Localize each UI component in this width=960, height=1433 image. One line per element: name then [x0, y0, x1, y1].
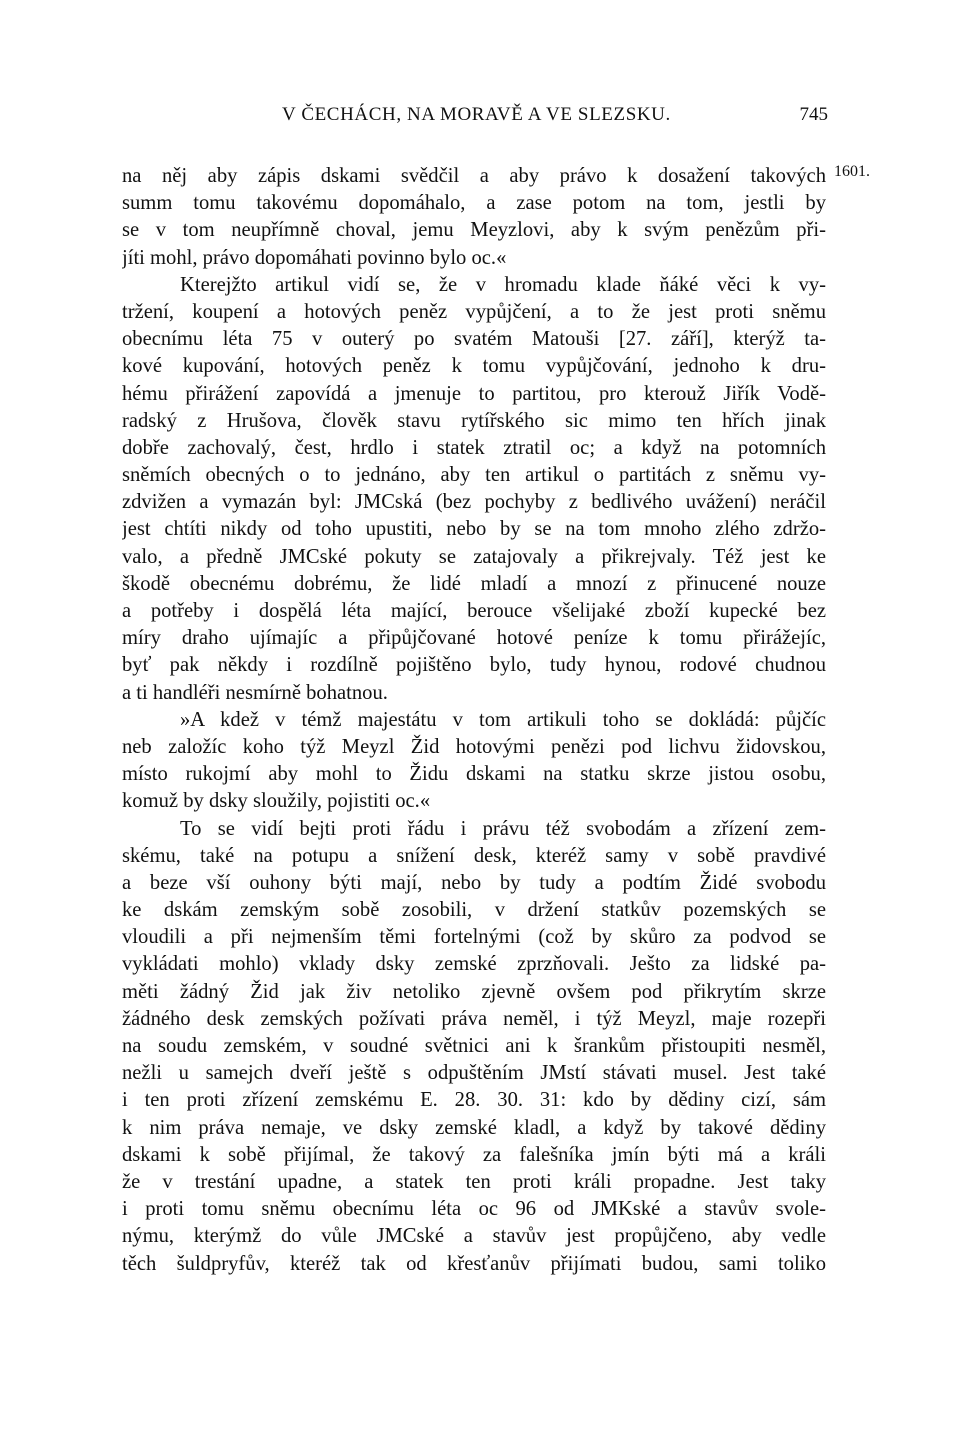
running-head: V ČECHÁCH, NA MORAVĚ A VE SLEZSKU.: [282, 104, 671, 125]
text-line: jest chtíti nikdy od toho upustiti, nebo by se na tom mnoho zlého zdržo-: [122, 518, 826, 541]
text-line: zdvižen a vymazán byl: JMCská (bez pochyby z bedlivého uvážení) neráčil: [122, 491, 826, 514]
text-line: To se vidí bejti proti řádu i právu též svobodám a zřízení zem-: [180, 817, 826, 840]
page-header: [122, 104, 826, 134]
text-line: i ten proti zřízení zemskému E. 28. 30. 31: kdo by dědiny cizí, sám: [122, 1089, 826, 1112]
text-line: měti žádný Žid jak živ netoliko zjevně ovšem pod přikrytím skrze: [122, 980, 826, 1003]
text-line: ke dskám zemským sobě zosobili, v držení statkův pozemských se: [122, 899, 826, 922]
text-line: sněmích obecných o to jednáno, aby ten artikul o partitách z sněmu vy-: [122, 464, 826, 487]
text-line: obecnímu léta 75 v outerý po svatém Matouši [27. září], kterýž ta-: [122, 328, 826, 351]
margin-year-note: 1601.: [834, 163, 870, 180]
text-line: že v trestání upadne, a statek ten proti králi propadne. Jest taky: [122, 1170, 826, 1193]
text-line: byť pak někdy i rozdílně pojištěno bylo, tudy hynou, rodové chudnou: [122, 654, 826, 677]
text-line: k nim práva nemaje, ve dsky zemské kladl, a když by takové dědiny: [122, 1116, 826, 1139]
text-line: hému přirážení zapovídá a jmenuje to partitou, pro kterouž Jiřík Vodě-: [122, 382, 826, 405]
text-line: nýmu, kterýmž do vůle JMCské a stavův jest propůjčeno, aby vedle: [122, 1225, 826, 1248]
text-line: těch šuldpryfův, kteréž tak od křesťanův přijímati budou, sami toliko: [122, 1252, 826, 1275]
text-line: »A kdež v témž majestátu v tom artikuli toho se dokládá: půjčíc: [180, 708, 826, 731]
text-line: skému, také na potupu a snížení desk, kteréž samy v sobě pravdivé: [122, 844, 826, 867]
text-line: kové kupování, hotových peněz k tomu vypůjčování, jednoho k dru-: [122, 355, 826, 378]
text-line: Kterejžto artikul vidí se, že v hromadu klade ňáké věci k vy-: [180, 273, 826, 296]
text-line: tržení, koupení a hotových peněz vypůjčení, a to že jest proti sněmu: [122, 300, 826, 323]
text-line: nežli u samejch dveří ještě s odpuštěním JMstí stávati musel. Jest také: [122, 1062, 826, 1085]
text-line: na soudu zemském, v soudné světnici ani k šrankům přistoupiti nesměl,: [122, 1035, 826, 1057]
text-line: škodě obecnému dobrému, že lidé mladí a mnozí z přinucené nouze: [122, 572, 826, 595]
body-text: [122, 163, 826, 1278]
text-line: i proti tomu sněmu obecnímu léta oc 96 od JMKské a stavův svole-: [122, 1198, 826, 1221]
page-number: 745: [799, 104, 828, 125]
text-line: a ti handléři nesmírně bohatnou.: [122, 681, 388, 704]
text-line: na něj aby zápis dskami svědčil a aby právo k dosažení takových: [122, 165, 826, 187]
text-line: dskami k sobě přijímal, že takový za falešníka jmín býti má a králi: [122, 1143, 826, 1166]
text-line: valo, a předně JMCské pokuty se zatajovaly a přikrejvaly. Též jest ke: [122, 545, 826, 568]
text-line: se v tom neupřímně choval, jemu Meyzlovi, aby k svým penězům při-: [122, 219, 826, 242]
text-line: vloudili a při nejmenším těmi fortelnými (což by skůro za podvod se: [122, 926, 826, 949]
text-line: žádného desk zemských požívati práva neměl, i týž Meyzl, maje rozepři: [122, 1007, 826, 1030]
text-line: jíti mohl, právo dopomáhati povinno bylo oc.«: [122, 246, 507, 269]
text-line: a beze vší ouhony býti mají, nebo by tudy a podtím Židé svobodu: [122, 871, 826, 894]
text-line: dobře zachovalý, čest, hrdlo i statek ztratil oc; a když na potomních: [122, 436, 826, 459]
text-line: radský z Hrušova, člověk stavu rytířského sic mimo ten hřích jinak: [122, 409, 826, 432]
text-line: a potřeby i dospělá léta mající, berouce všelijaké zboží kupecké bez: [122, 600, 826, 622]
text-line: summ tomu takovému dopomáhalo, a zase potom na tom, jestli by: [122, 192, 826, 215]
text-line: místo rukojmí aby mohl to Židu dskami na statku skrze jistou osobu,: [122, 763, 826, 786]
text-line: komuž by dsky sloužily, pojistiti oc.«: [122, 790, 431, 813]
text-line: míry draho ujímajíc a připůjčované hotové peníze k tomu přirážejíc,: [122, 627, 826, 650]
text-line: vykládati mohlo) vklady dsky zemské zprzňovali. Ješto za lidské pa-: [122, 953, 826, 976]
text-line: neb založíc koho týž Meyzl Žid hotovými penězi pod lichvu židovskou,: [122, 735, 826, 758]
